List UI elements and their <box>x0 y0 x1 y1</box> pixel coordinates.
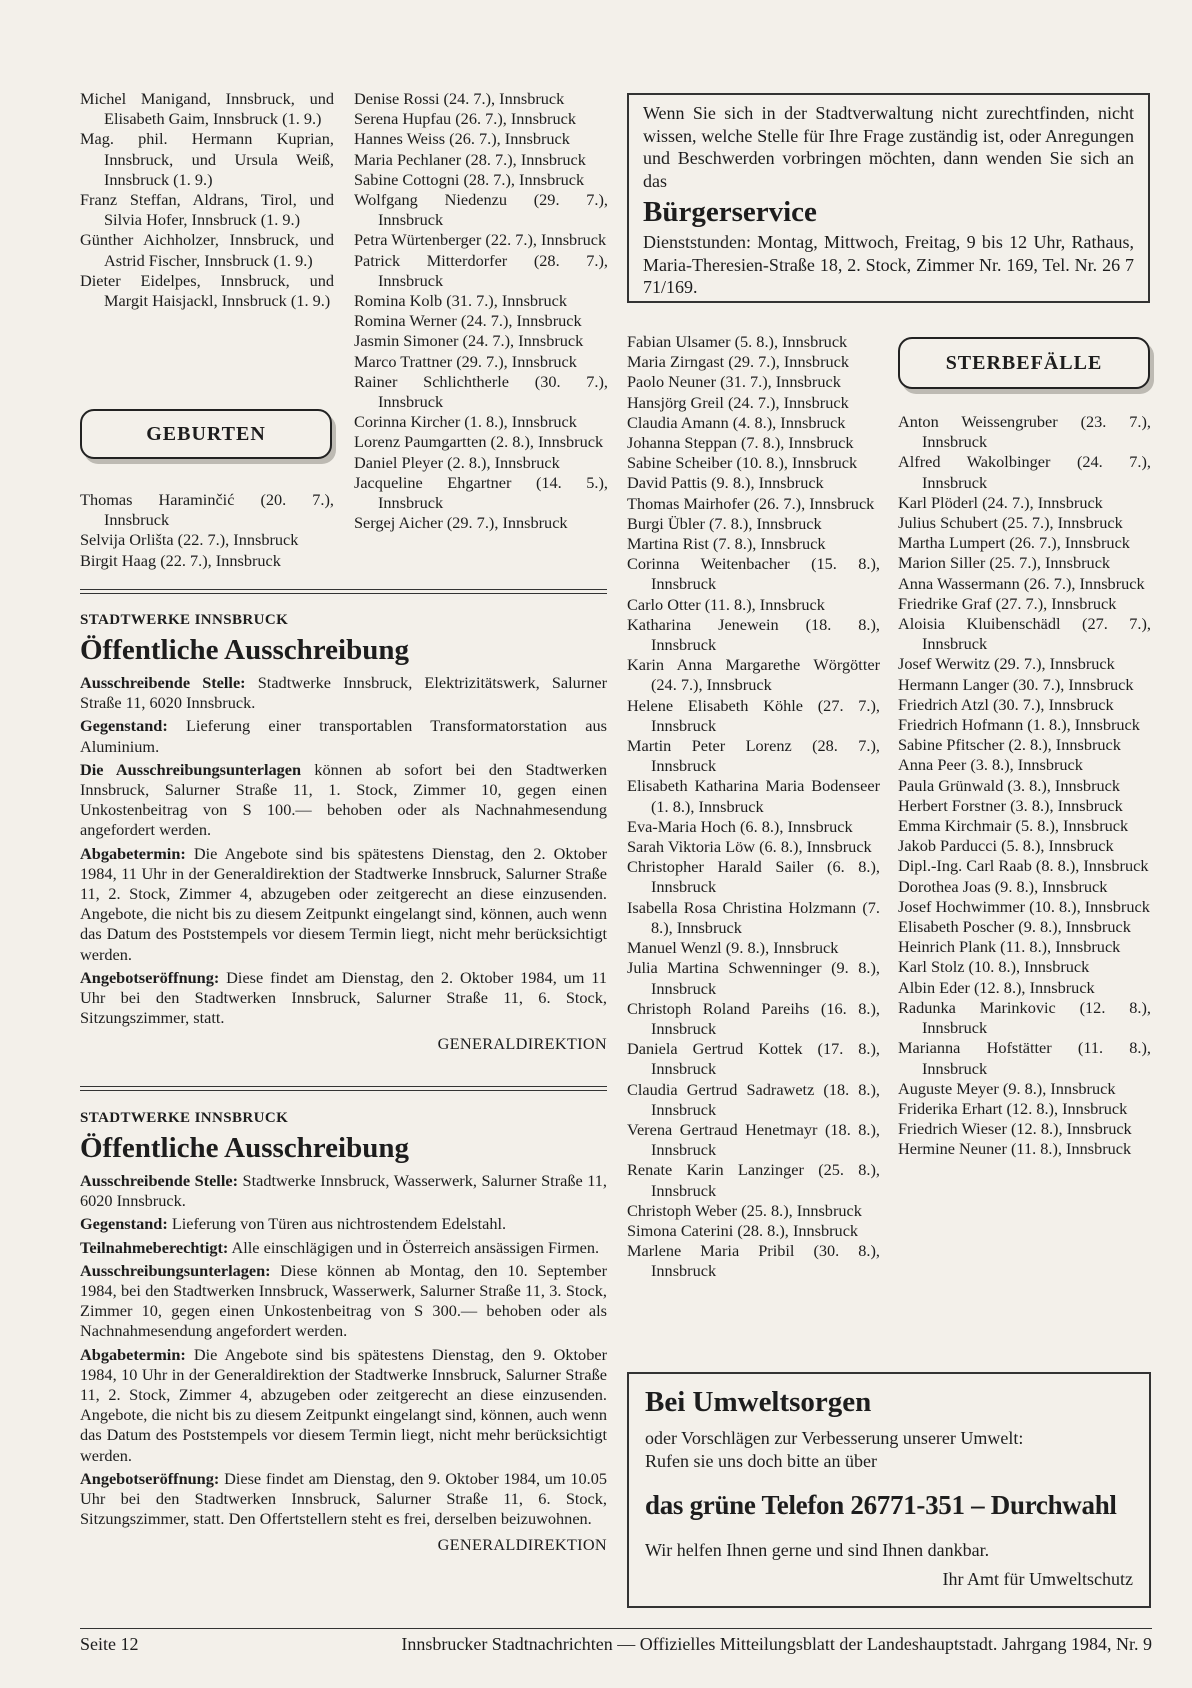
umwelt-line: Rufen sie uns doch bitte an über <box>645 1450 877 1471</box>
umwelt-line: oder Vorschlägen zur Verbesserung unserer Umwelt: <box>645 1428 1024 1448</box>
publication-line: Innsbrucker Stadtnachrichten — Offizielles Mitteilungsblatt der Landeshauptstadt. Jahrgang 1984, Nr. 9 <box>401 1634 1152 1654</box>
list-item: Daniel Pleyer (2. 8.), Innsbruck <box>354 452 560 472</box>
section-divider <box>80 589 607 594</box>
list-item: Karl Stolz (10. 8.), Innsbruck <box>898 957 1090 977</box>
umwelt-line: Wir helfen Ihnen gerne und sind Ihnen dankbar. <box>645 1540 990 1560</box>
list-item: Johanna Steppan (7. 8.), Innsbruck <box>627 433 854 453</box>
list-item: Helene Elisabeth Köhle (27. 7.), Innsbruck <box>627 695 880 735</box>
list-item: Elisabeth Katharina Maria Bodenseer (1. 8.), Innsbruck <box>627 776 880 816</box>
list-item: Corinna Weitenbacher (15. 8.), Innsbruck <box>627 554 880 594</box>
list-item: Sabine Pfitscher (2. 8.), Innsbruck <box>898 735 1121 755</box>
list-item: Jakob Parducci (5. 8.), Innsbruck <box>898 836 1114 856</box>
list-item: Rainer Schlichtherle (30. 7.), Innsbruck <box>354 371 608 412</box>
tender-paragraph: Gegenstand: Lieferung von Türen aus nichtrostendem Edelstahl. <box>80 1214 507 1234</box>
list-item: Jacqueline Ehgartner (14. 5.), Innsbruck <box>354 472 608 513</box>
list-item: Paolo Neuner (31. 7.), Innsbruck <box>627 372 841 392</box>
list-item: Marlene Maria Pribil (30. 8.), Innsbruck <box>627 1241 880 1281</box>
list-item: Emma Kirchmair (5. 8.), Innsbruck <box>898 816 1129 836</box>
list-item: Anna Peer (3. 8.), Innsbruck <box>898 755 1083 775</box>
list-item: Burgi Übler (7. 8.), Innsbruck <box>627 513 822 533</box>
list-item: Isabella Rosa Christina Holzmann (7. 8.), Innsbruck <box>627 897 880 937</box>
list-item: Günther Aichholzer, Innsbruck, und Astrid Fischer, Innsbruck (1. 9.) <box>80 230 334 270</box>
list-item: Birgit Haag (22. 7.), Innsbruck <box>80 550 281 570</box>
list-item: Renate Karin Lanzinger (25. 8.), Innsbruck <box>627 1160 880 1200</box>
list-item: Lorenz Paumgartten (2. 8.), Innsbruck <box>354 432 604 452</box>
list-item: Martha Lumpert (26. 7.), Innsbruck <box>898 533 1130 553</box>
tender-kicker: STADTWERKE INNSBRUCK <box>80 1110 289 1126</box>
list-item: Thomas Haraminčić (20. 7.), Innsbruck <box>80 490 334 530</box>
list-item: Patrick Mitterdorfer (28. 7.), Innsbruck <box>354 250 608 290</box>
buergerservice-hours: Dienststunden: Montag, Mittwoch, Freitag, 9 bis 12 Uhr, Rathaus, Maria-Theresien-Straße 18, 2. Stock, Zimmer Nr. 169, Tel. Nr. 26 7 71/169. <box>643 232 1134 297</box>
list-item: Elisabeth Poscher (9. 8.), Innsbruck <box>898 917 1131 937</box>
births-list-3 <box>627 332 880 1282</box>
list-item: Romina Werner (24. 7.), Innsbruck <box>354 311 582 331</box>
list-item: Corinna Kircher (1. 8.), Innsbruck <box>354 412 577 432</box>
list-item: Sarah Viktoria Löw (6. 8.), Innsbruck <box>627 837 872 857</box>
list-item: Auguste Meyer (9. 8.), Innsbruck <box>898 1078 1116 1098</box>
list-item: Paula Grünwald (3. 8.), Innsbruck <box>898 775 1121 795</box>
list-item: Serena Hupfau (26. 7.), Innsbruck <box>354 109 576 129</box>
list-item: Julia Martina Schwenninger (9. 8.), Innsbruck <box>627 958 880 998</box>
umwelt-box <box>627 1372 1151 1608</box>
list-item: Hansjörg Greil (24. 7.), Innsbruck <box>627 392 849 412</box>
list-item: Dipl.-Ing. Carl Raab (8. 8.), Innsbruck <box>898 856 1149 876</box>
umwelt-phone: das grüne Telefon 26771-351 – Durchwahl <box>645 1490 1117 1520</box>
list-item: Mag. phil. Hermann Kuprian, Innsbruck, und Ursula Weiß, Innsbruck (1. 9.) <box>80 129 334 189</box>
list-item: Maria Pechlaner (28. 7.), Innsbruck <box>354 149 586 169</box>
list-item: Marco Trattner (29. 7.), Innsbruck <box>354 351 577 371</box>
list-item: Simona Caterini (28. 8.), Innsbruck <box>627 1220 859 1240</box>
tender-paragraph: Ausschreibende Stelle: Stadtwerke Innsbruck, Elektrizitätswerk, Salurner Straße 11, 6020 Innsbruck. <box>80 673 607 713</box>
tender-paragraph: Ausschreibungsunterlagen: Diese können ab Montag, den 10. September 1984, bei den Stadtwerken Innsbruck, Wasserwerk, Salurner Straße 11, 3. Stock, Zimmer 10, gegen einen Unkostenbeitrag von S 300.— behoben oder als Nachnahmesendung angefordert werden. <box>80 1260 607 1341</box>
list-item: Julius Schubert (25. 7.), Innsbruck <box>898 513 1123 533</box>
list-item: David Pattis (9. 8.), Innsbruck <box>627 473 824 493</box>
list-item: Eva-Maria Hoch (6. 8.), Innsbruck <box>627 816 853 836</box>
births-heading: GEBURTEN <box>80 409 332 459</box>
list-item: Christopher Harald Sailer (6. 8.), Innsbruck <box>627 857 880 897</box>
list-item: Denise Rossi (24. 7.), Innsbruck <box>354 89 565 108</box>
list-item: Hermann Langer (30. 7.), Innsbruck <box>898 674 1134 694</box>
list-item: Sabine Scheiber (10. 8.), Innsbruck <box>627 453 858 473</box>
tender-title: Öffentliche Ausschreibung <box>80 1132 409 1164</box>
list-item: Herbert Forstner (3. 8.), Innsbruck <box>898 795 1123 815</box>
list-item: Martin Peter Lorenz (28. 7.), Innsbruck <box>627 736 880 776</box>
list-item: Selvija Orlišta (22. 7.), Innsbruck <box>80 530 299 550</box>
births-list-1 <box>80 490 334 571</box>
tender-signature: GENERALDIREKTION <box>437 1535 607 1555</box>
list-item: Anton Weissengruber (23. 7.), Innsbruck <box>898 412 1151 452</box>
list-item: Friedrich Hofmann (1. 8.), Innsbruck <box>898 715 1140 735</box>
list-item: Jasmin Simoner (24. 7.), Innsbruck <box>354 331 584 351</box>
list-item: Anna Wassermann (26. 7.), Innsbruck <box>898 573 1145 593</box>
list-item: Friedrich Atzl (30. 7.), Innsbruck <box>898 694 1114 714</box>
list-item: Hannes Weiss (26. 7.), Innsbruck <box>354 129 570 149</box>
list-item: Sabine Cottogni (28. 7.), Innsbruck <box>354 169 585 189</box>
tender-signature: GENERALDIREKTION <box>437 1034 607 1054</box>
list-item: Fabian Ulsamer (5. 8.), Innsbruck <box>627 332 848 351</box>
list-item: Josef Werwitz (29. 7.), Innsbruck <box>898 654 1115 674</box>
list-item: Friderika Erhart (12. 8.), Innsbruck <box>898 1098 1128 1118</box>
tender-paragraph: Die Ausschreibungsunterlagen können ab sofort bei den Stadtwerken Innsbruck, Salurner Straße 11, 1. Stock, Zimmer 10, gegen einen Unkostenbeitrag von S 100.— behoben oder als Nachnahmesendung angefordert werden. <box>80 759 607 840</box>
list-item: Karin Anna Margarethe Wörgötter (24. 7.), Innsbruck <box>627 655 880 695</box>
tender-paragraph: Abgabetermin: Die Angebote sind bis spätestens Dienstag, den 9. Oktober 1984, 10 Uhr in der Generaldirektion der Stadtwerke Innsbruck, Salurner Straße 11, 2. Stock, Zimmer 4, abzugeben oder zeitgerecht an diese einzusenden. Angebote, die nicht bis zu diesem Zeitpunkt eingelangt sind, können, auch wenn das Datum des Poststempels vor diesem Termin liegt, nicht mehr berücksichtigt werden. <box>80 1344 607 1465</box>
list-item: Friedrich Wieser (12. 8.), Innsbruck <box>898 1119 1132 1139</box>
list-item: Aloisia Kluibenschädl (27. 7.), Innsbruck <box>898 614 1151 654</box>
umwelt-signature: Ihr Amt für Umweltschutz <box>942 1568 1133 1589</box>
list-item: Verena Gertraud Henetmayr (18. 8.), Innsbruck <box>627 1119 880 1160</box>
deaths-list <box>898 412 1151 1160</box>
tender-paragraph: Gegenstand: Lieferung einer transportablen Transformatorstation aus Aluminium. <box>80 716 607 756</box>
list-item: Marion Siller (25. 7.), Innsbruck <box>898 553 1111 573</box>
list-item: Friedrike Graf (27. 7.), Innsbruck <box>898 593 1117 613</box>
list-item: Christoph Weber (25. 8.), Innsbruck <box>627 1200 862 1220</box>
list-item: Martina Rist (7. 8.), Innsbruck <box>627 534 826 554</box>
tender-title: Öffentliche Ausschreibung <box>80 634 409 666</box>
tender-electric <box>80 612 607 1054</box>
list-item: Dorothea Joas (9. 8.), Innsbruck <box>898 876 1108 896</box>
list-item: Michel Manigand, Innsbruck, und Elisabeth Gaim, Innsbruck (1. 9.) <box>80 89 334 129</box>
list-item: Josef Hochwimmer (10. 8.), Innsbruck <box>898 896 1150 916</box>
list-item: Daniela Gertrud Kottek (17. 8.), Innsbruck <box>627 1039 880 1079</box>
list-item: Radunka Marinkovic (12. 8.), Innsbruck <box>898 997 1151 1038</box>
deaths-heading: STERBEFÄLLE <box>898 337 1150 389</box>
list-item: Carlo Otter (11. 8.), Innsbruck <box>627 594 825 614</box>
list-item: Maria Zirngast (29. 7.), Innsbruck <box>627 352 849 372</box>
list-item: Katharina Jenewein (18. 8.), Innsbruck <box>627 614 880 655</box>
list-item: Karl Plöderl (24. 7.), Innsbruck <box>898 492 1103 512</box>
list-item: Claudia Amann (4. 8.), Innsbruck <box>627 412 846 432</box>
list-item: Manuel Wenzl (9. 8.), Innsbruck <box>627 938 839 958</box>
list-item: Heinrich Plank (11. 8.), Innsbruck <box>898 937 1121 957</box>
list-item: Wolfgang Niedenzu (29. 7.), Innsbruck <box>354 190 608 230</box>
page-number: Seite 12 <box>80 1634 139 1654</box>
umwelt-title: Bei Umweltsorgen <box>645 1386 872 1418</box>
list-item: Hermine Neuner (11. 8.), Innsbruck <box>898 1139 1132 1159</box>
list-item: Claudia Gertrud Sadrawetz (18. 8.), Innsbruck <box>627 1079 880 1119</box>
tender-paragraph: Angebotseröffnung: Diese findet am Dienstag, den 2. Oktober 1984, um 11 Uhr bei den Stadtwerken Innsbruck, Salurner Straße 11, 6. Stock, Sitzungszimmer, statt. <box>80 967 607 1028</box>
list-item: Dieter Eidelpes, Innsbruck, und Margit Haisjackl, Innsbruck (1. 9.) <box>80 270 334 311</box>
tender-water <box>80 1110 607 1555</box>
tender-paragraph: Abgabetermin: Die Angebote sind bis spätestens Dienstag, den 2. Oktober 1984, 11 Uhr in der Generaldirektion der Stadtwerke Innsbruck, Salurner Straße 11, 2. Stock, Zimmer 4, abzugeben oder zeitgerecht an diese einzusenden. Angebote, die nicht bis zu diesem Zeitpunkt eingelangt sind, können, auch wenn das Datum des Poststempels vor diesem Termin liegt, nicht mehr berücksichtigt werden. <box>80 843 607 964</box>
births-list-2 <box>354 89 608 533</box>
buergerservice-title: Bürgerservice <box>643 196 817 228</box>
buergerservice-box <box>627 93 1150 303</box>
list-item: Albin Eder (12. 8.), Innsbruck <box>898 977 1095 997</box>
list-item: Franz Steffan, Aldrans, Tirol, und Silvia Hofer, Innsbruck (1. 9.) <box>80 190 334 230</box>
list-item: Sergej Aicher (29. 7.), Innsbruck <box>354 513 568 533</box>
tender-kicker: STADTWERKE INNSBRUCK <box>80 612 289 628</box>
tender-paragraph: Teilnahmeberechtigt: Alle einschlägigen und in Österreich ansässigen Firmen. <box>80 1237 600 1257</box>
buergerservice-intro: Wenn Sie sich in der Stadtverwaltung nicht zurechtfinden, nicht wissen, welche Stelle für Ihre Frage zuständig ist, oder Anregungen und Beschwerden vorbringen möchten, dann wenden Sie sich an das <box>643 103 1134 191</box>
tender-paragraph: Ausschreibende Stelle: Stadtwerke Innsbruck, Wasserwerk, Salurner Straße 11, 6020 Innsbruck. <box>80 1171 607 1211</box>
list-item: Romina Kolb (31. 7.), Innsbruck <box>354 291 567 311</box>
list-item: Christoph Roland Pareihs (16. 8.), Innsbruck <box>627 998 880 1038</box>
marriages-list <box>80 89 334 311</box>
list-item: Thomas Mairhofer (26. 7.), Innsbruck <box>627 493 875 513</box>
list-item: Petra Würtenberger (22. 7.), Innsbruck <box>354 230 607 250</box>
footer-rule <box>80 1628 1152 1629</box>
list-item: Marianna Hofstätter (11. 8.), Innsbruck <box>898 1038 1151 1078</box>
tender-paragraph: Angebotseröffnung: Diese findet am Dienstag, den 9. Oktober 1984, um 10.05 Uhr bei den Stadtwerken Innsbruck, Salurner Straße 11, 6. Stock, Sitzungszimmer, statt. Den Offertstellern steht es frei, derselben beizuwohnen. <box>80 1468 607 1529</box>
section-divider <box>80 1086 607 1091</box>
list-item: Alfred Wakolbinger (24. 7.), Innsbruck <box>898 452 1151 492</box>
